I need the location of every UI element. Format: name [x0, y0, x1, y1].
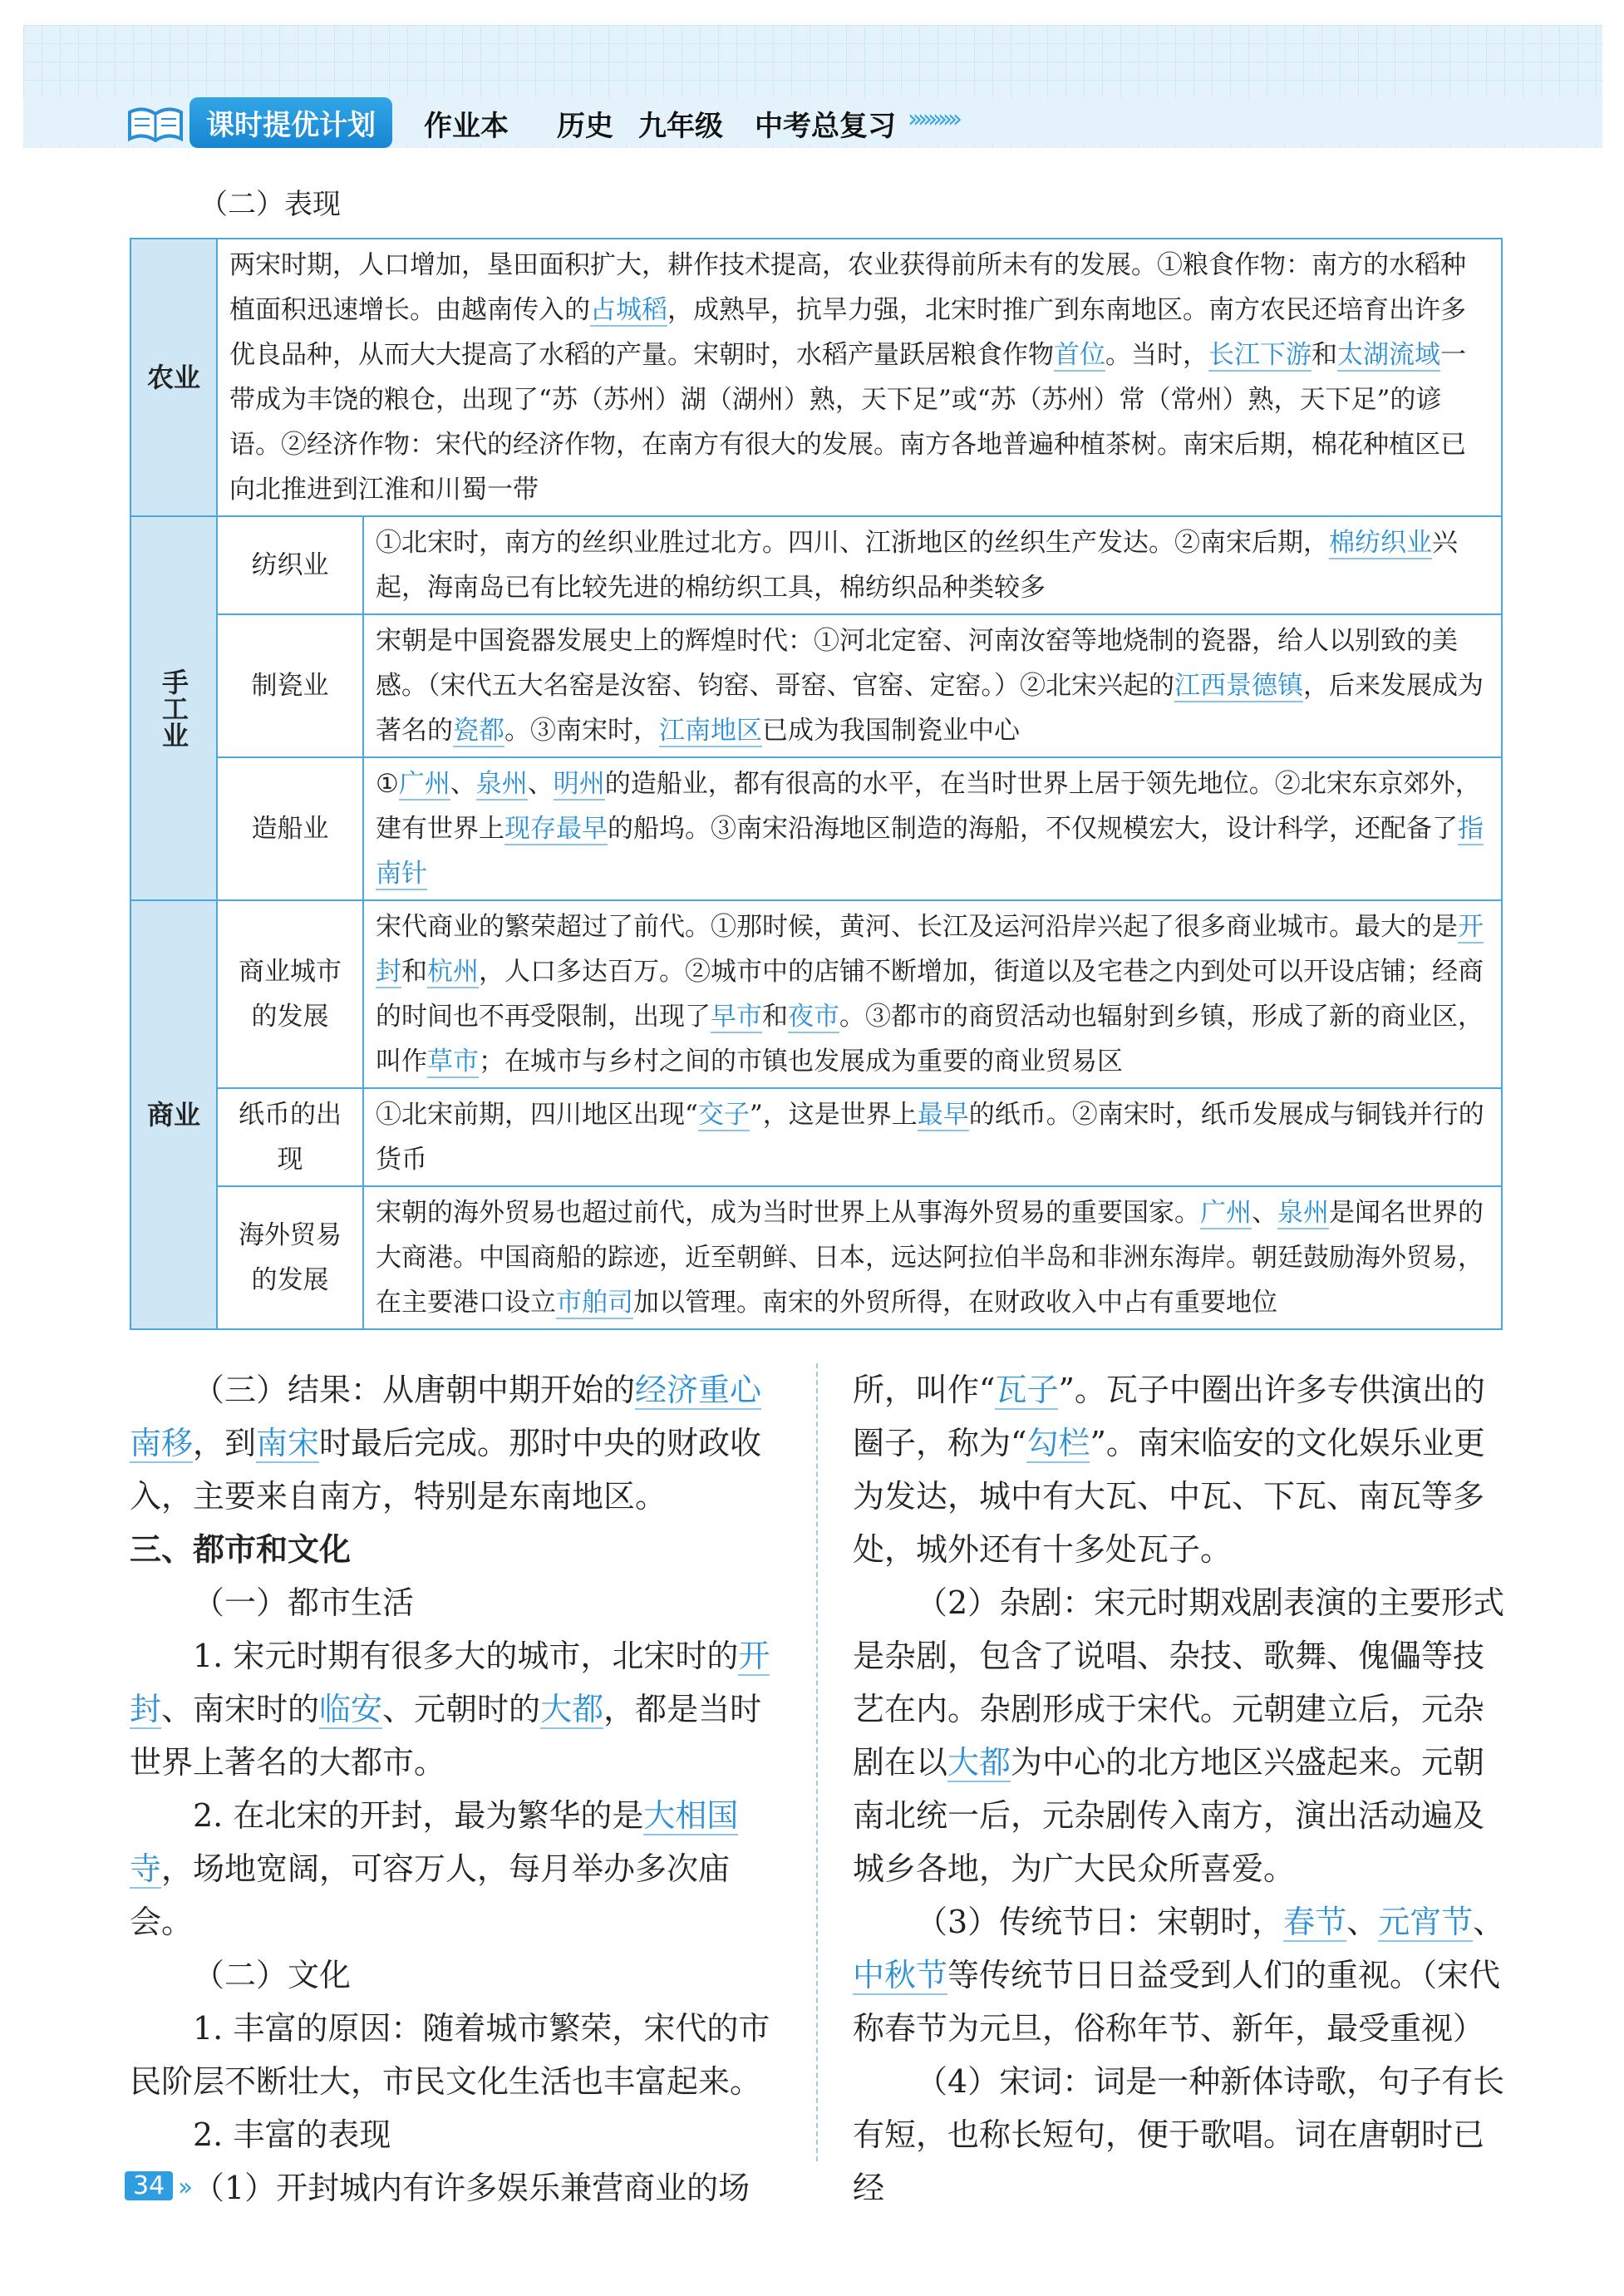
text: 为中心的北方地区兴盛起来。元朝南北统一后，元杂剧传入南方，演出活动遍及城乡各地，为广大民众所喜爱。	[853, 1744, 1485, 1887]
answer: 大都	[540, 1691, 604, 1727]
text: ①	[376, 769, 399, 799]
header-grade: 九年级	[638, 110, 723, 143]
text: ①北宋前期，四川地区出现“	[376, 1100, 698, 1130]
text: 两宋时期，人口增加，垦田面积扩大，耕作技术提高，农业获得前所未有的发展。①粮食作物：南方的水稻种植面积迅速增长。由越南传入的	[229, 250, 1466, 325]
agriculture-content	[217, 239, 1502, 516]
sub-textile: 纺织业	[217, 516, 363, 614]
paragraph-result	[130, 1363, 786, 1523]
answer: 占城稻	[590, 295, 667, 325]
text: 所，叫作“	[853, 1372, 996, 1408]
text: ，到	[193, 1425, 257, 1461]
table-row	[130, 757, 1502, 900]
text: 。③都市的商贸活动也辐射到乡镇，形成了新的商业区，叫作	[376, 1002, 1484, 1077]
text: 2. 在北宋的开封，最为繁华的是	[193, 1797, 644, 1834]
text: 。③南宋时，	[504, 716, 659, 746]
paragraph-culture-reason: 1. 丰富的原因：随着城市繁荣，宋代的市民阶层不断壮大，市民文化生活也丰富起来。	[130, 2010, 770, 2100]
paragraph-wazi	[853, 1363, 1509, 1576]
paragraph-cities	[130, 1629, 786, 1789]
answer: 杭州	[427, 957, 479, 987]
table-row	[130, 239, 1502, 516]
open-book-icon	[125, 101, 186, 144]
category-agriculture: 农业	[130, 239, 217, 516]
category-handicraft: 手工业	[130, 516, 217, 900]
table-row	[130, 900, 1502, 1088]
answer: 临安	[319, 1691, 383, 1727]
text: 。当时，	[1105, 340, 1208, 370]
text: ，人口多达百万。②城市中的店铺不断增加，街道以及宅巷之内到处可以开设店铺；经商的时间也不再受限制，出现了	[376, 957, 1484, 1032]
sub-paper-money: 纸币的出现	[217, 1088, 363, 1186]
table-row	[130, 1186, 1502, 1329]
answer: 瓷都	[453, 716, 504, 746]
answer: 泉州	[475, 769, 528, 799]
text: 的造船业，都有很高的水平，在当时世界上居于领先地位。②北宋东京郊外，建有世界上	[376, 769, 1481, 844]
text: 等传统节日日益受到人们的重视。（宋代称春节为元旦，俗称年节、新年，最受重视）	[853, 1957, 1501, 2047]
answer: 大都	[947, 1744, 1011, 1781]
text: 和	[401, 957, 427, 987]
paragraph-entertainment: （1）开封城内有许多娱乐兼营商业的场	[193, 2170, 750, 2206]
answer: 勾栏	[1026, 1425, 1090, 1461]
sub-commercial-cities: 商业城市的发展	[217, 900, 363, 1088]
economy-table	[130, 238, 1503, 1330]
text: 、南宋时的	[161, 1691, 320, 1727]
text: （2）杂剧：宋元时期戏剧表演的主要形式是杂剧，包含了说唱、杂技、歌舞、傀儡等技艺在内。杂剧形成于宋代。元朝建立后，元杂剧在以	[853, 1584, 1505, 1781]
answer: 棉纺织业	[1329, 528, 1432, 558]
left-column	[130, 1363, 786, 2215]
header-subject: 历史	[557, 110, 613, 143]
text: ；在城市与乡村之间的市镇也发展成为重要的商业贸易区	[479, 1047, 1123, 1077]
header-review-title: 中考总复习	[755, 110, 896, 143]
cities-content	[363, 900, 1502, 1088]
culture-heading: （二）文化	[193, 1957, 352, 1993]
brand-logo	[125, 98, 392, 146]
urban-life-heading: （一）都市生活	[193, 1584, 415, 1621]
answer: 广州	[398, 769, 450, 799]
text: 宋代商业的繁荣超过了前代。①那时候，黄河、长江及运河沿岸兴起了很多商业城市。最大的是	[376, 912, 1458, 942]
answer: 江西景德镇	[1174, 671, 1303, 701]
table-row	[130, 614, 1502, 757]
answer: 泉州	[1277, 1198, 1329, 1228]
text: ，后来发展成为著名的	[376, 671, 1484, 746]
sub-porcelain: 制瓷业	[217, 614, 363, 757]
table-row	[130, 1088, 1502, 1186]
answer: 指南针	[376, 814, 1484, 889]
answer: 江南地区	[659, 716, 762, 746]
text: ①北宋时，南方的丝织业胜过北方。四川、江浙地区的丝织生产发达。②南宋后期，	[376, 528, 1329, 558]
text: 、	[450, 769, 476, 799]
sub-overseas-trade: 海外贸易的发展	[217, 1186, 363, 1329]
answer: 交子	[697, 1100, 750, 1130]
text: 的纸币。②南宋时，纸币发展成与铜钱并行的货币	[376, 1100, 1484, 1175]
paragraph-kaifeng	[130, 1789, 786, 1949]
sub-shipbuilding: 造船业	[217, 757, 363, 900]
text: 时最后完成。那时中央的财政收入，主要来自南方，特别是东南地区。	[130, 1425, 762, 1515]
text: ”。南宋临安的文化娱乐业更为发达，城中有大瓦、中瓦、下瓦、南瓦等多处，城外还有十多处瓦子。	[853, 1425, 1485, 1568]
answer: 太湖流域	[1337, 340, 1440, 370]
text: ，场地宽阔，可容万人，每月举办多次庙会。	[130, 1850, 731, 1940]
answer: 大相国寺	[130, 1797, 739, 1887]
paper-money-content	[363, 1088, 1502, 1186]
text: 和	[1312, 340, 1337, 370]
answer: 草市	[427, 1047, 479, 1077]
text: 一带成为丰饶的粮仓，出现了“苏（苏州）湖（湖州）熟，天下足”或“苏（苏州）常（常州）熟，天下足”的谚语。②经济作物：宋代的经济作物，在南方有很大的发展。南方各地普遍种植茶树。南宋后期，棉花种植区已向北推进到江淮和川蜀一带	[229, 340, 1466, 505]
text: （3）传统节日：宋朝时，	[916, 1904, 1284, 1940]
answer: 广州	[1200, 1198, 1252, 1228]
text: 兴起，海南岛已有比较先进的棉纺织工具，棉纺织品种类较多	[376, 528, 1458, 603]
header-arrows-icon: ››››››››››	[908, 105, 957, 134]
text: 、	[1346, 1904, 1379, 1940]
part-three-heading: 三、都市和文化	[130, 1531, 352, 1568]
text: 、	[527, 769, 554, 799]
paragraph-culture-show: 2. 丰富的表现	[193, 2116, 391, 2153]
answer: 经济重心南移	[130, 1372, 762, 1461]
brand-title: 课时提优计划	[189, 97, 392, 148]
category-commerce: 商业	[130, 900, 217, 1329]
answer: 中秋节	[853, 1957, 948, 1993]
answer: 春节	[1283, 1904, 1347, 1940]
text: 和	[762, 1002, 788, 1032]
paragraph-festivals	[853, 1895, 1509, 2055]
shipbuilding-content	[363, 757, 1502, 900]
answer: 最早	[917, 1100, 969, 1130]
answer: 南宋	[256, 1425, 320, 1461]
text: 的船坞。③南宋沿海地区制造的海船，不仅规模宏大，设计科学，还配备了	[608, 814, 1458, 844]
text: 、	[1252, 1198, 1277, 1228]
answer: 夜市	[788, 1002, 839, 1032]
answer: 元宵节	[1378, 1904, 1474, 1940]
text: ”。瓦子中圈出许多专供演出的圈子，称为“	[853, 1372, 1485, 1461]
page-number: 34	[125, 2171, 173, 2200]
text: ，都是当时世界上著名的大都市。	[130, 1691, 762, 1781]
answer: 首位	[1054, 340, 1105, 370]
text: 宋朝是中国瓷器发展史上的辉煌时代：①河北定窑、河南汝窑等地烧制的瓷器，给人以别致的美感。（宋代五大名窑是汝窑、钧窑、哥窑、官窑、定窑。）②北宋兴起的	[376, 626, 1458, 701]
text: （三）结果：从唐朝中期开始的	[193, 1372, 636, 1408]
answer: 早市	[711, 1002, 762, 1032]
text: 宋朝的海外贸易也超过前代，成为当时世界上从事海外贸易的重要国家。	[376, 1198, 1200, 1228]
text: ”，这是世界上	[749, 1100, 918, 1130]
answer: 开封	[376, 912, 1484, 987]
text: 1. 宋元时期有很多大的城市，北宋时的	[193, 1638, 739, 1674]
text: ，成熟早，抗旱力强，北宋时推广到东南地区。南方农民还培育出许多优良品种，从而大大提高了水稻的产量。宋朝时，水稻产量跃居粮食作物	[229, 295, 1466, 370]
answer: 开封	[130, 1638, 770, 1727]
answer: 市舶司	[556, 1288, 633, 1318]
text: 是闻名世界的大商港。中国商船的踪迹，近至朝鲜、日本，远达阿拉伯半岛和非洲东海岸。朝廷鼓励海外贸易，在主要港口设立	[376, 1198, 1484, 1318]
right-column	[853, 1363, 1509, 2215]
text: 加以管理。南宋的外贸所得，在财政收入中占有重要地位	[633, 1288, 1277, 1318]
porcelain-content	[363, 614, 1502, 757]
textile-content	[363, 516, 1502, 614]
text: 、元朝时的	[382, 1691, 541, 1727]
section-heading-performance: （二）表现	[199, 188, 341, 221]
column-divider	[816, 1363, 818, 2161]
answer: 瓦子	[995, 1372, 1059, 1408]
answer: 明州	[553, 769, 605, 799]
answer: 长江下游	[1208, 340, 1312, 370]
table-row	[130, 516, 1502, 614]
text: 已成为我国制瓷业中心	[762, 716, 1020, 746]
paragraph-songci: （4）宋词：词是一种新体诗歌，句子有长有短，也称长短句，便于歌唱。词在唐朝时已经	[853, 2063, 1505, 2206]
paragraph-zaju	[853, 1576, 1509, 1895]
page-arrow-icon: ››	[178, 2173, 188, 2202]
text: 、	[1473, 1904, 1505, 1940]
trade-content	[363, 1186, 1502, 1329]
header-book-type: 作业本	[424, 110, 509, 143]
answer: 现存最早	[504, 814, 608, 844]
